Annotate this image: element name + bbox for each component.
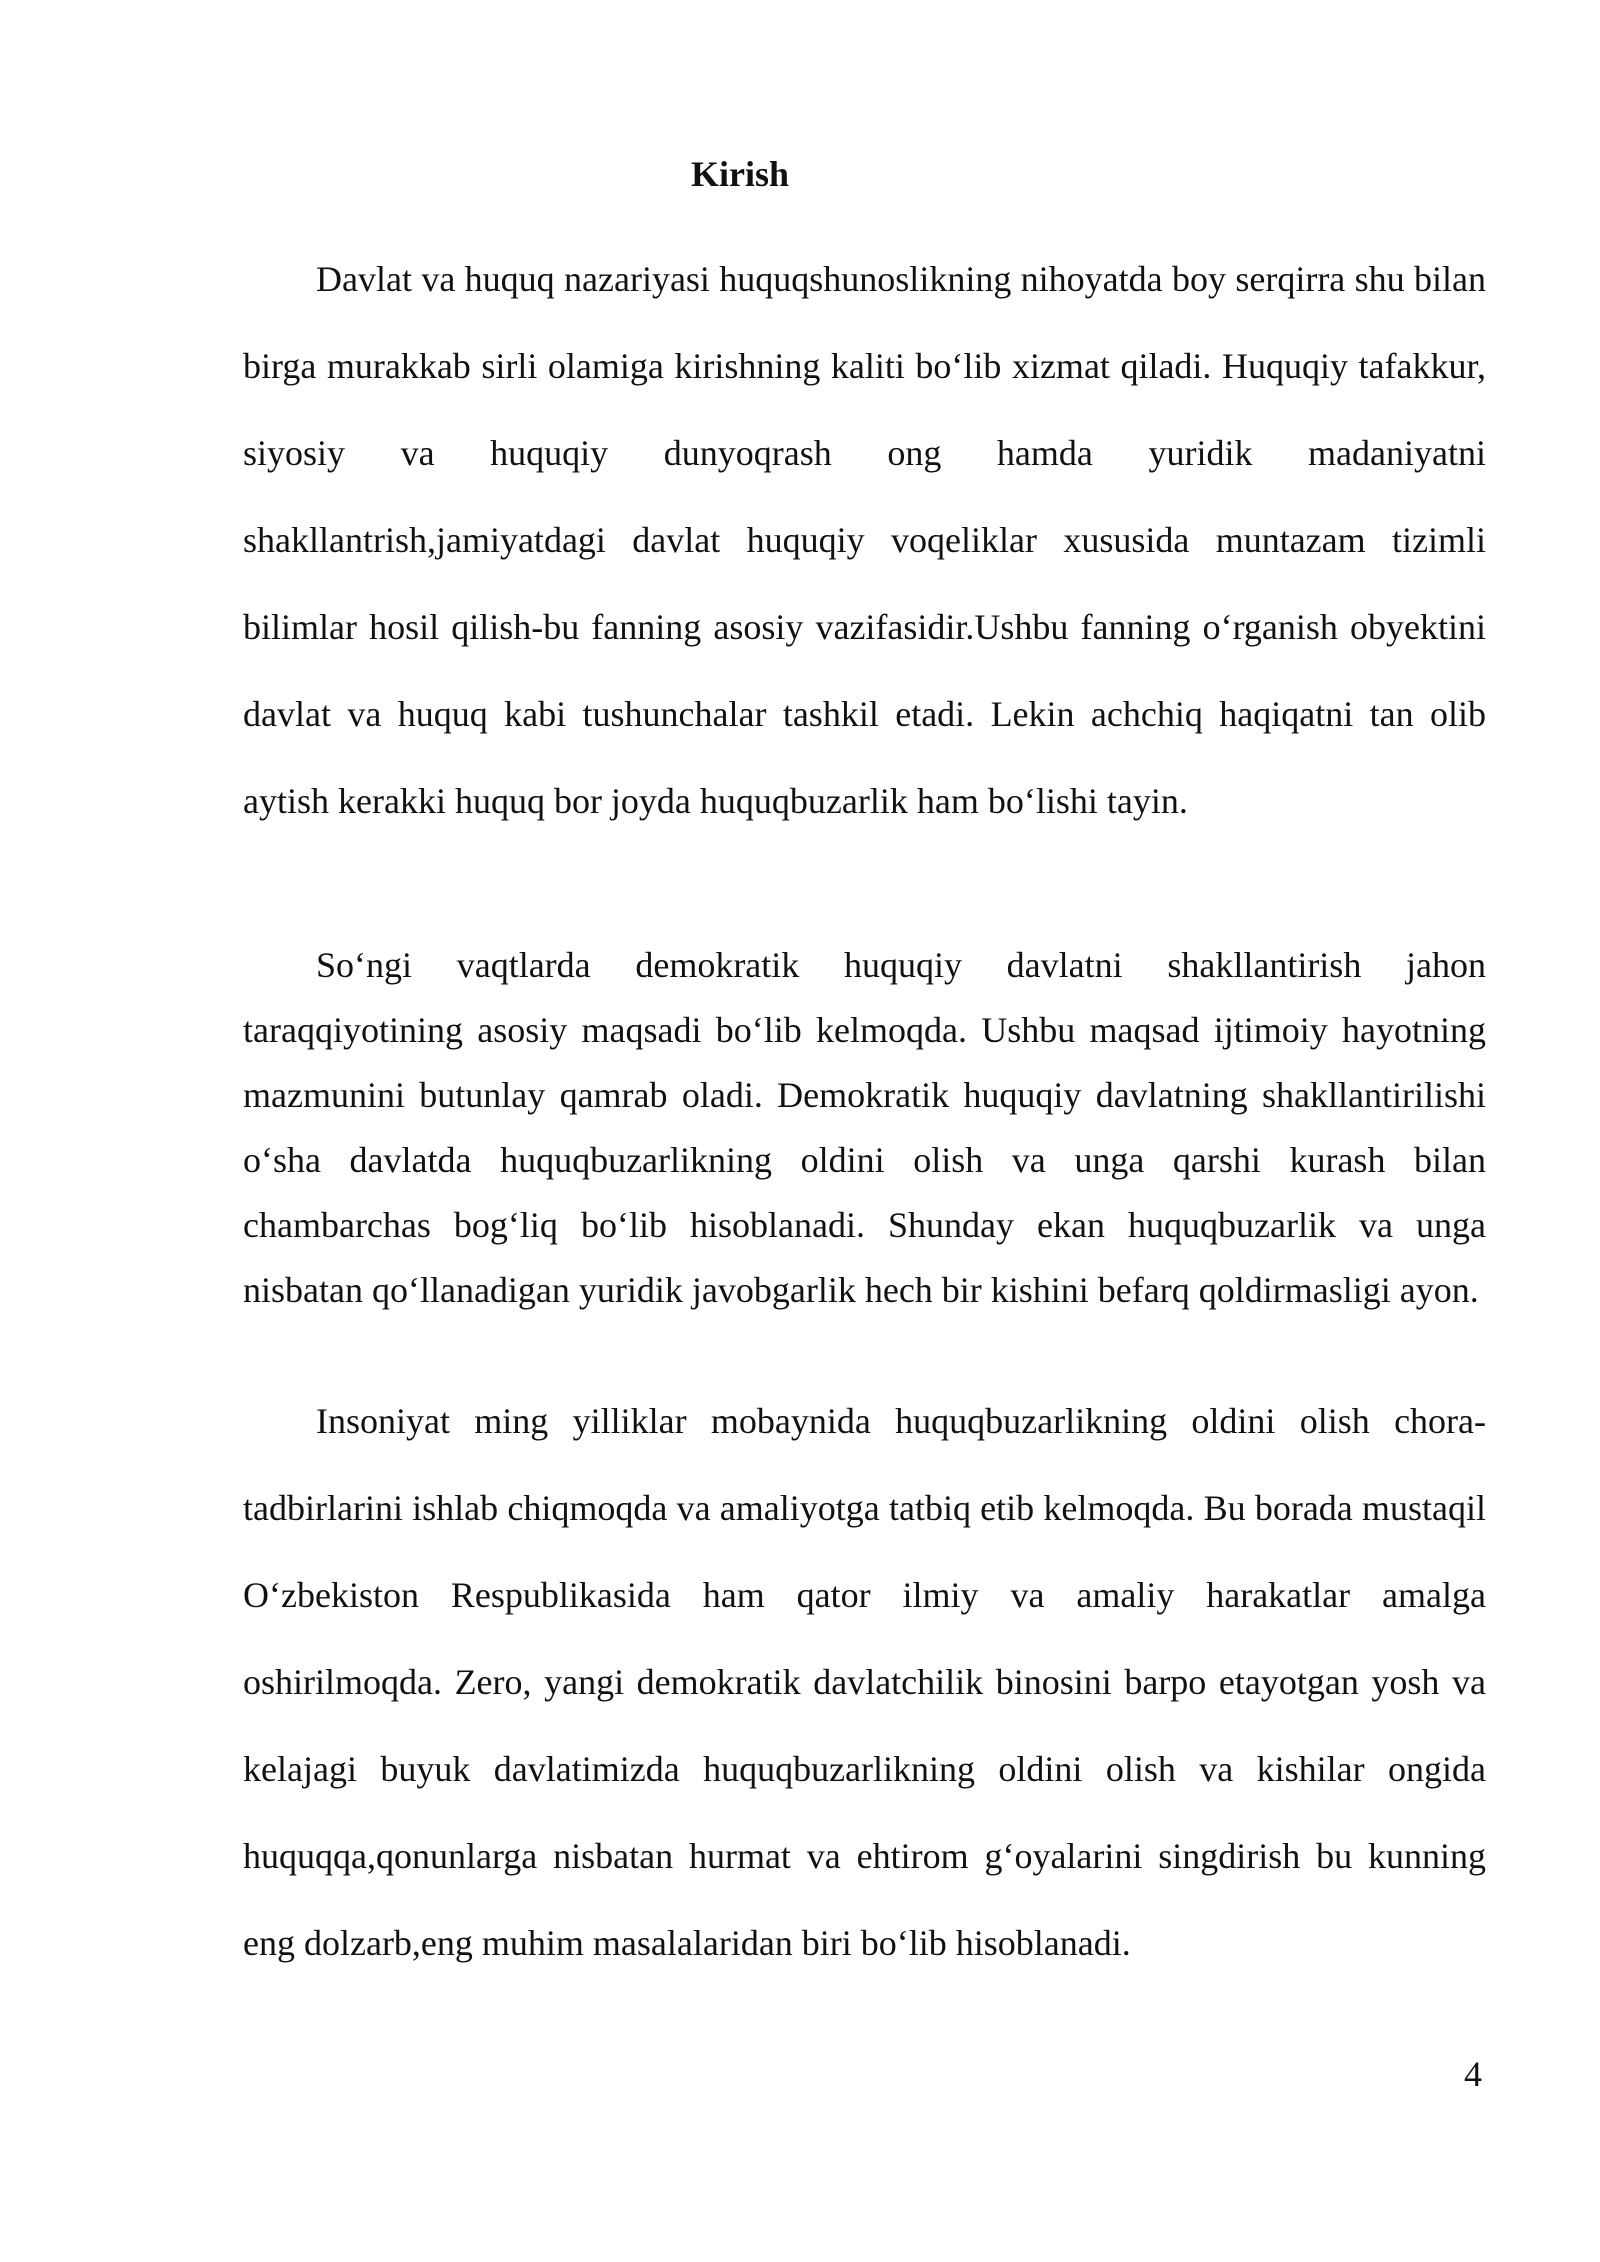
section-title: Kirish <box>690 154 789 194</box>
paragraph-3: Insoniyat ming yilliklar mobaynida huquqbuzarlikning oldini olish chora-tadbirlarini ishlab chiqmoqda va amaliyotga tatbiq etib kelmoqda. Bu borada mustaqil O‘zbekiston Respublikasida ham qator ilmiy va amaliy harakatlar amalga oshirilmoqda. Zero, yangi demokratik davlatchilik binosini barpo etayotgan yosh va kelajagi buyuk davlatimizda huquqbuzarlikning oldini olish va kishilar ongida huquqqa,qonunlarga nisbatan hurmat va ehtirom g‘oyalarini singdirish bu kunning eng dolzarb,eng muhim masalalaridan biri bo‘lib hisoblanadi. <box>243 1401 1486 1963</box>
paragraph-1: Davlat va huquq nazariyasi huquqshunoslikning nihoyatda boy serqirra shu bilan birga murakkab sirli olamiga kirishning kaliti bo‘lib xizmat qiladi. Huquqiy tafakkur, siyosiy va huquqiy dunyoqrash ong hamda yuridik madaniyatni shakllantrish,jamiyatdagi davlat huquqiy voqeliklar xususida muntazam tizimli bilimlar hosil qilish-bu fanning asosiy vazifasidir.Ushbu fanning o‘rganish obyektini davlat va huquq kabi tushunchalar tashkil etadi. Lekin achchiq haqiqatni tan olib aytish kerakki huquq bor joyda huquqbuzarlik ham bo‘lishi tayin. <box>243 259 1486 821</box>
paragraph-2: So‘ngi vaqtlarda demokratik huquqiy davlatni shakllantirish jahon taraqqiyotining asosiy maqsadi bo‘lib kelmoqda. Ushbu maqsad ijtimoiy hayotning mazmunini butunlay qamrab oladi. Demokratik huquqiy davlatning shakllantirilishi o‘sha davlatda huquqbuzarlikning oldini olish va unga qarshi kurash bilan chambarchas bog‘liq bo‘lib hisoblanadi. Shunday ekan huquqbuzarlik va unga nisbatan qo‘llanadigan yuridik javobgarlik hech bir kishini befarq qoldirmasligi ayon. <box>243 945 1486 1310</box>
page-number: 4 <box>1464 2054 1482 2094</box>
